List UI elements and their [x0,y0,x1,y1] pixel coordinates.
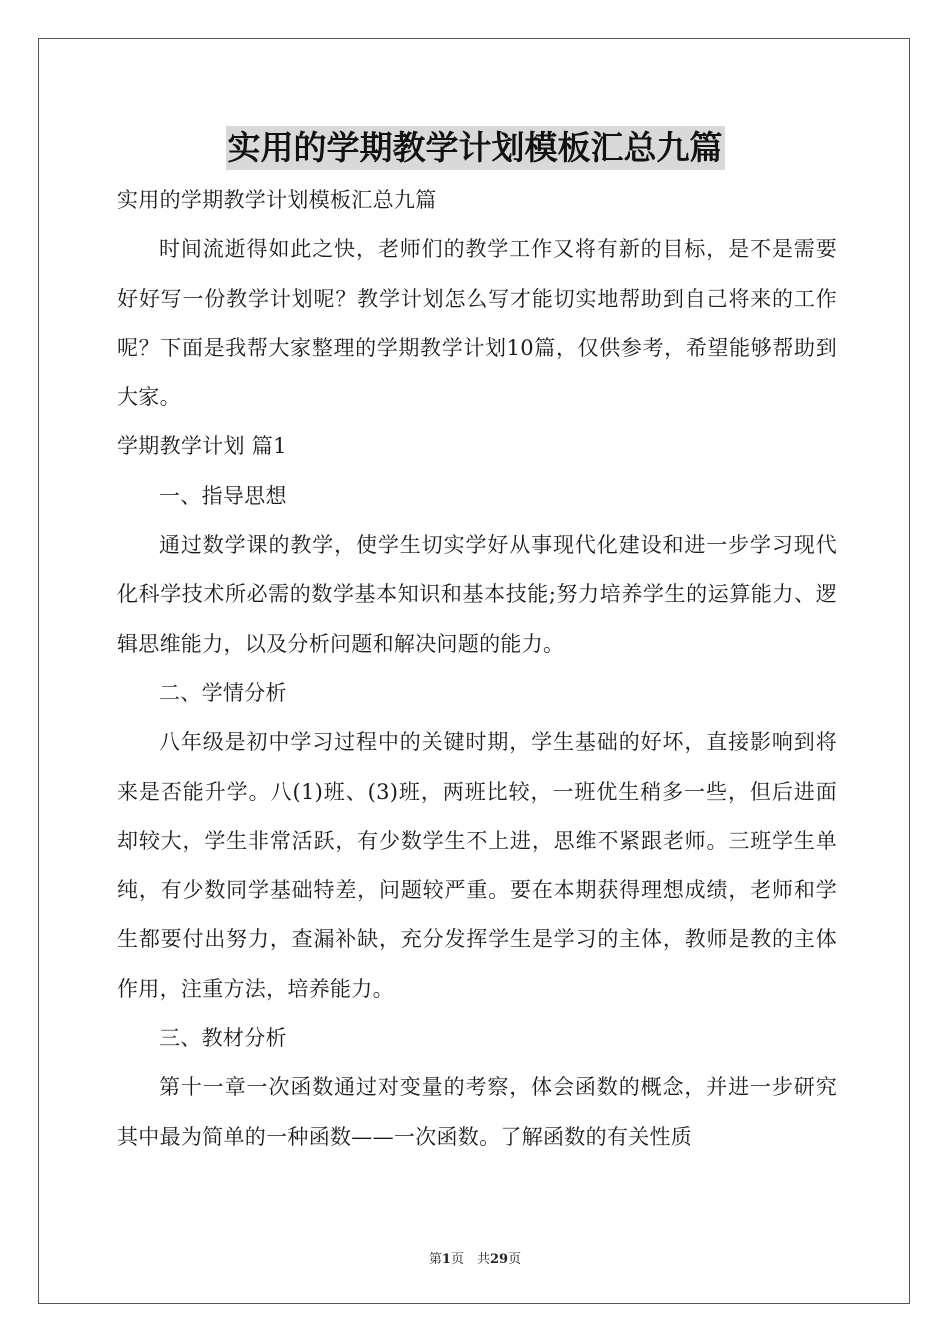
current-page-number: 1 [441,1252,451,1267]
paragraph: 八年级是初中学习过程中的关键时期，学生基础的好坏，直接影响到将来是否能升学。八(1)班、(3)班，两班比较，一班优生稍多一些，但后进面却较大，学生非常活跃，有少数学生不上进，思维不紧跟老师。三班学生单纯，有少数同学基础特差，问题较严重。要在本期获得理想成绩，老师和学生都要付出努力，查漏补缺，充分发挥学生是学习的主体，教师是教的主体作用，注重方法，培养能力。 [117,730,837,1001]
subsection-heading: 一、指导思想 [159,483,287,508]
document-body [117,176,837,1162]
paragraph: 第十一章一次函数通过对变量的考察，体会函数的概念，并进一步研究其中最为简单的一种函数——一次函数。了解函数的有关性质 [117,1075,837,1149]
subsection-heading: 二、学情分析 [159,680,287,705]
footer-prefix: 第 [428,1252,442,1267]
section-heading: 学期教学计划 篇1 [117,434,287,459]
subsection-heading: 三、教材分析 [159,1026,287,1051]
title-container [0,126,950,170]
footer-suffix: 页 [508,1252,522,1267]
page-footer [0,1248,950,1267]
paragraph: 时间流逝得如此之快，老师们的教学工作又将有新的目标，是不是需要好好写一份教学计划呢？教学计划怎么写才能切实地帮助到自己将来的工作呢？下面是我帮大家整理的学期教学计划10篇，仅供参考，希望能够帮助到大家。 [117,237,837,410]
paragraph: 实用的学期教学计划模板汇总九篇 [117,188,437,212]
document-title: 实用的学期教学计划模板汇总九篇 [226,126,725,170]
total-pages-number: 29 [489,1252,509,1267]
footer-mid: 页 共 [450,1252,490,1267]
paragraph: 通过数学课的教学，使学生切实学好从事现代化建设和进一步学习现代化科学技术所必需的数学基本知识和基本技能;努力培养学生的运算能力、逻辑思维能力，以及分析问题和解决问题的能力。 [117,533,837,656]
